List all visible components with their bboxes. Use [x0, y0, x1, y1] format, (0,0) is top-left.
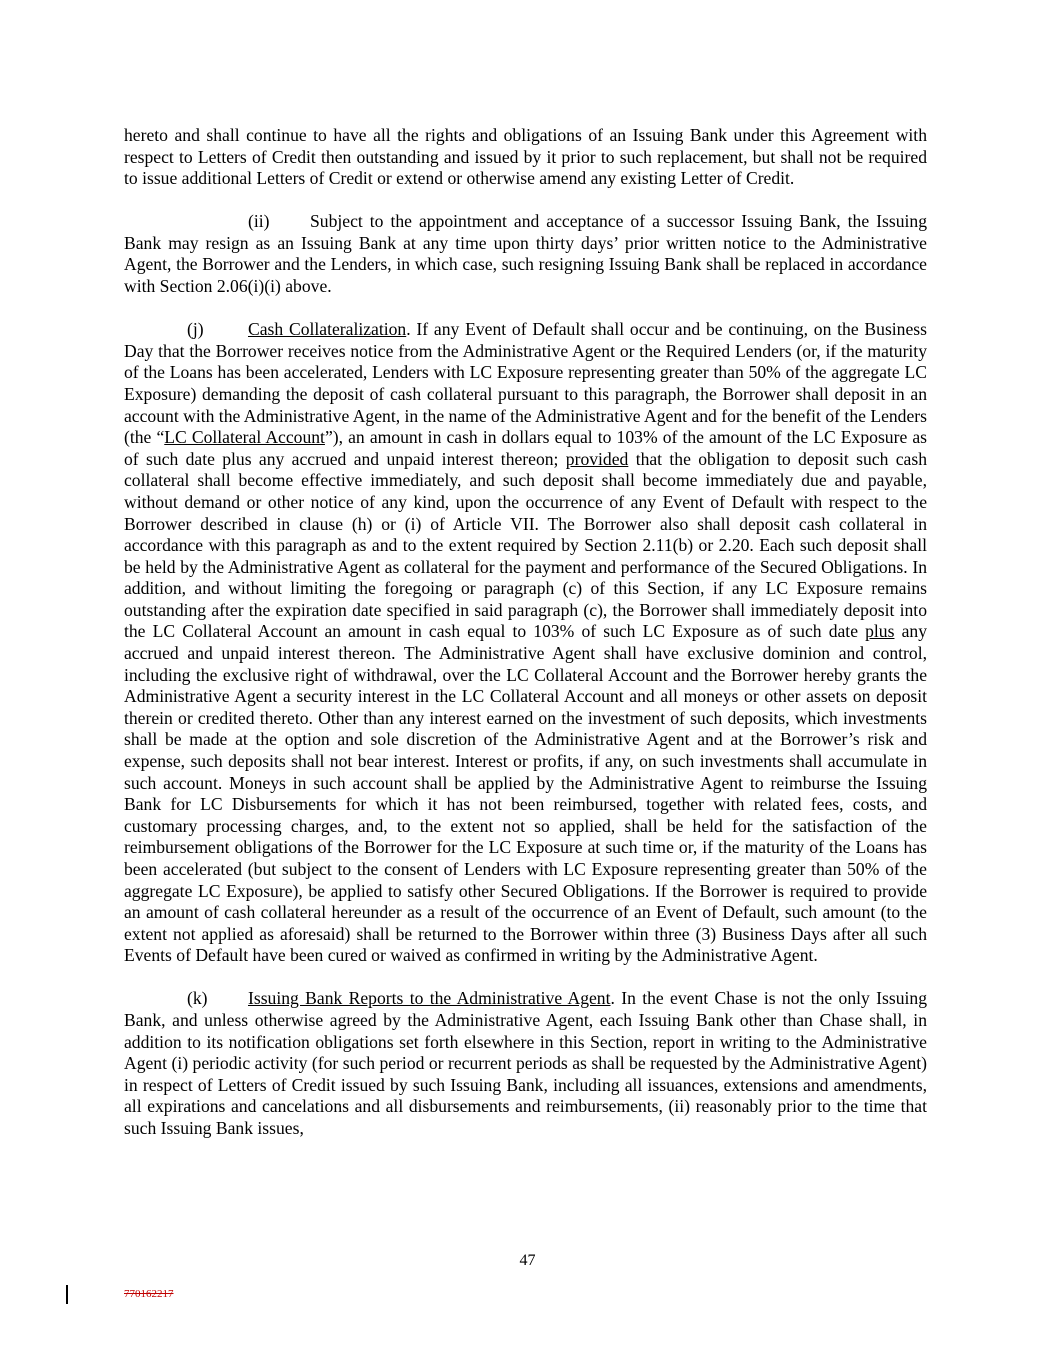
paragraph-k-number: (k)	[187, 988, 208, 1009]
paragraph-j-text-4: any accrued and unpaid interest thereon. The Administrative Agent shall have exclusive dominion and control, including the exclusive right of withdrawal, over the LC Collateral Account and the Borrower hereby grants the Administrative Agent a security interest in the LC Collateral Account and all moneys or other assets on deposit therein or credited thereto. Other than any interest earned on the investment of such deposits, which investments shall be made at the option and sole discretion of the Administrative Agent and at the Borrower’s risk and expense, such deposits shall not bear interest. Interest or profits, if any, on such investments shall accumulate in such account. Moneys in such account shall be applied by the Administrative Agent to reimburse the Issuing Bank for LC Disbursements for which it has not been reimbursed, together with related fees, costs, and customary processing charges, and, to the extent not so applied, shall be held for the satisfaction of the reimbursement obligations of the Borrower for the LC Exposure at such time or, if the maturity of the Loans has been accelerated (but subject to the consent of Lenders with LC Exposure representing greater than 50% of the aggregate LC Exposure), be applied to satisfy other Secured Obligations. If the Borrower is required to provide an amount of cash collateral hereunder as a result of the occurrence of an Event of Default, such amount (to the extent not applied as aforesaid) shall be returned to the Borrower within three (3) Business Days after all such Events of Default have been cured or waived as confirmed in writing by the Administrative Agent.	[124, 621, 927, 966]
term-provided: provided	[565, 448, 629, 469]
paragraph-continuation: hereto and shall continue to have all the rights and obligations of an Issuing Bank under this Agreement with respect to Letters of Credit then outstanding and issued by it prior to such replacement, but shall not be required to issue additional Letters of Credit or extend or otherwise amend any existing Letter of Credit.	[124, 125, 927, 189]
document-id: 770162217	[124, 1288, 174, 1300]
paragraph-j-heading: Cash Collateralization	[248, 319, 407, 340]
paragraph-ii-number: (ii)	[248, 211, 270, 232]
paragraph-j-text-3: that the obligation to deposit such cash collateral shall become effective immediately, and such deposit shall become immediately due and payable, without demand or other notice of any kind, upon the occurrence of any Event of Default with respect to the Borrower described in clause (h) or (i) of Article VII. The Borrower also shall deposit cash collateral in accordance with this paragraph as and to the extent required by Section 2.11(b) or 2.20. Each such deposit shall be held by the Administrative Agent as collateral for the payment and performance of the Secured Obligations. In addition, and without limiting the foregoing or paragraph (c) of this Section, if any LC Exposure remains outstanding after the expiration date specified in said paragraph (c), the Borrower shall immediately deposit into the LC Collateral Account an amount in cash equal to 103% of such LC Exposure as of such date	[124, 448, 927, 642]
paragraph-j	[124, 319, 927, 967]
document-body	[124, 125, 927, 1161]
paragraph-j-text-1: . If any Event of Default shall occur and be continuing, on the Business Day that the Borrower receives notice from the Administrative Agent or the Required Lenders (or, if the maturity of the Loans has been accelerated, Lenders with LC Exposure representing greater than 50% of the aggregate LC Exposure) demanding the deposit of cash collateral pursuant to this paragraph, the Borrower shall deposit in an account with the Administrative Agent, in the name of the Administrative Agent and for the benefit of the Lenders (the “	[124, 319, 927, 448]
paragraph-j-text-2: ”), an amount in cash in dollars equal to 103% of the amount of the LC Exposure as of such date plus any accrued and unpaid interest thereon;	[124, 427, 928, 469]
paragraph-k-text: . In the event Chase is not the only Issuing Bank, and unless otherwise agreed by the Administrative Agent, each Issuing Bank other than Chase shall, in addition to its notification obligations set forth elsewhere in this Section, report in writing to the Administrative Agent (i) periodic activity (for such period or recurrent periods as shall be requested by the Administrative Agent) in respect of Letters of Credit issued by such Issuing Bank, including all issuances, extensions and amendments, all expirations and cancelations and all disbursements and reimbursements, (ii) reasonably prior to the time that such Issuing Bank issues,	[124, 988, 927, 1139]
defined-term-lc-collateral-account: LC Collateral Account	[164, 427, 325, 448]
paragraph-k-heading: Issuing Bank Reports to the Administrative Agent	[248, 988, 611, 1009]
revision-change-bar	[66, 1285, 68, 1304]
paragraph-ii	[124, 211, 927, 297]
page-number: 47	[519, 1252, 536, 1269]
term-plus: plus	[865, 621, 895, 642]
paragraph-ii-text: Subject to the appointment and acceptance of a successor Issuing Bank, the Issuing Bank may resign as an Issuing Bank at any time upon thirty days’ prior written notice to the Administrative Agent, the Borrower and the Lenders, in which case, such resigning Issuing Bank shall be replaced in accordance with Section 2.06(i)(i) above.	[124, 211, 927, 297]
paragraph-k	[124, 988, 927, 1139]
paragraph-j-number: (j)	[187, 319, 204, 340]
